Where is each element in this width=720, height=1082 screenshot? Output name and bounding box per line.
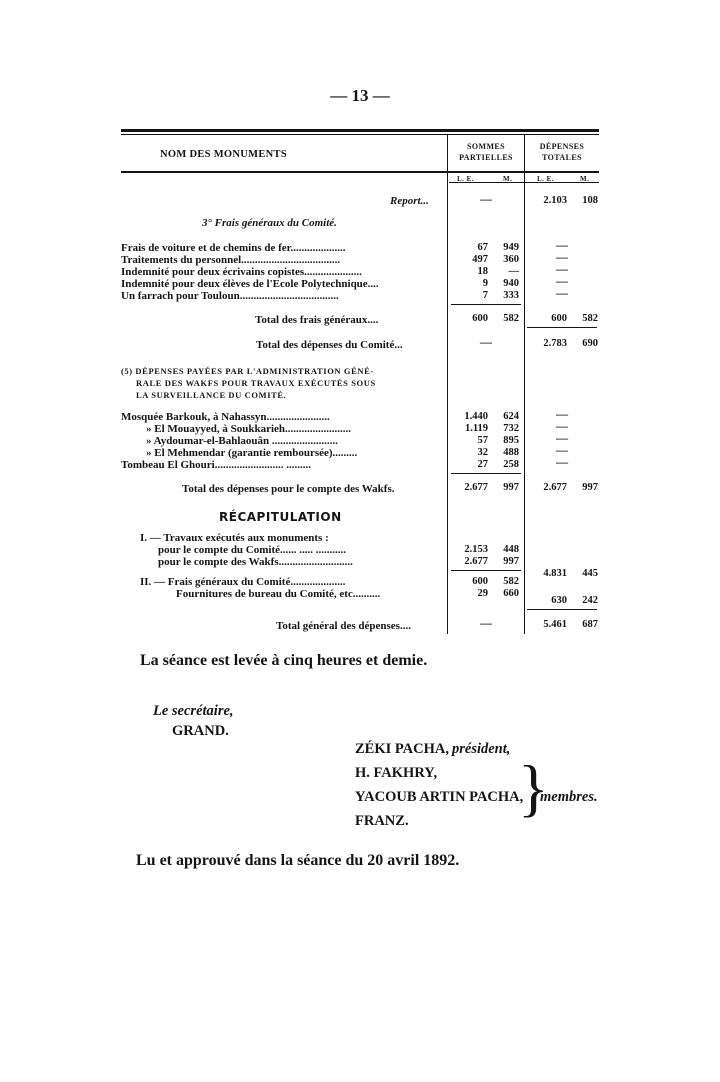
section5-title-3: LA SURVEILLANCE DU COMITÉ.: [136, 390, 287, 400]
committee-total-m: 690: [582, 338, 598, 349]
recap-i-row-2-label: pour le compte des Wakfs...........................: [158, 556, 353, 568]
recap-sum-i-m: 445: [582, 568, 598, 579]
page-number: — 13 —: [330, 86, 390, 105]
s3-row-2-label: Traitements du personnel....................................: [121, 254, 341, 266]
s5-row-3-label: » Aydoumar-el-Bahlaouân ........................: [146, 435, 338, 447]
s5-row-1-le: 1.440: [464, 411, 488, 422]
unit-m-partial: M.: [503, 175, 513, 183]
committee-total-partial: —: [480, 335, 492, 349]
section3-title: 3° Frais généraux du Comité.: [202, 217, 337, 229]
s3-row-5-total: —: [556, 286, 568, 300]
recap-i-row-1-le: 2.153: [464, 544, 488, 555]
s3-row-4-label: Indemnité pour deux élèves de l'Ecole Polytechnique....: [121, 278, 379, 290]
s5-total-total-le: 2.677: [543, 482, 567, 493]
recap-sum-i-le: 4.831: [543, 568, 567, 579]
recap-ii-row-2-le: 29: [477, 588, 488, 599]
grand-total-partial: —: [480, 616, 492, 630]
member-3: FRANZ.: [355, 813, 409, 829]
s5-row-5-le: 27: [477, 459, 488, 470]
s5-sum-rule: [451, 473, 521, 474]
s3-row-1-label: Frais de voiture et de chemins de fer....................: [121, 242, 346, 254]
header-name: NOM DES MONUMENTS: [159, 149, 288, 160]
recap-ii-row-1-le: 600: [472, 576, 488, 587]
report-total-le: 2.103: [543, 195, 567, 206]
s5-row-3-m: 895: [503, 435, 519, 446]
secretary-title: Le secrétaire,: [153, 703, 234, 719]
s5-row-5-label: Tombeau El Ghouri......................... .........: [121, 459, 311, 471]
s5-row-2-le: 1.119: [464, 423, 488, 434]
s3-row-5-le: 7: [482, 290, 488, 301]
s3-row-4-m: 940: [503, 278, 519, 289]
recap-sum-ii-m: 242: [582, 595, 598, 606]
s5-row-3-total: —: [556, 431, 568, 445]
header-total-1: DÉPENSES: [539, 142, 585, 151]
unit-le-partial: L. E.: [457, 175, 475, 183]
s3-row-1-le: 67: [477, 242, 488, 253]
s3-row-3-total: —: [556, 262, 568, 276]
s5-row-2-total: —: [556, 419, 568, 433]
recap-ii-row-1-m: 582: [503, 576, 519, 587]
grand-total-m: 687: [582, 619, 598, 630]
s5-row-1-label: Mosquée Barkouk, à Nahassyn.......................: [121, 411, 330, 423]
committee-total-le: 2.783: [543, 338, 567, 349]
recap-total-rule: [527, 609, 597, 610]
s5-row-4-total: —: [556, 443, 568, 457]
section5-title-2: RALE DES WAKFS POUR TRAVAUX EXÉCUTÉS SOUS: [136, 378, 376, 388]
s3-row-5-m: 333: [503, 290, 519, 301]
s3-total-m: 582: [503, 313, 519, 324]
s5-row-5-total: —: [556, 455, 568, 469]
s3-row-4-le: 9: [482, 278, 488, 289]
report-partial: —: [480, 192, 492, 206]
member-1: H. FAKHRY,: [355, 765, 438, 781]
table-top-rule-thin: [121, 134, 599, 135]
s3-row-3-label: Indemnité pour deux écrivains copistes.....................: [121, 266, 362, 278]
s5-total-label: Total des dépenses pour le compte des Wakfs.: [182, 483, 395, 495]
s5-total-le: 2.677: [464, 482, 488, 493]
s3-row-1-m: 949: [503, 242, 519, 253]
member-2: YACOUB ARTIN PACHA,: [355, 789, 524, 805]
recap-i-title: I. — Travaux exécutés aux monuments :: [140, 532, 329, 544]
recap-title: RÉCAPITULATION: [219, 510, 342, 524]
s3-row-2-total: —: [556, 250, 568, 264]
section5-title-1: (5) DÉPENSES PAYÉES PAR L'ADMINISTRATION GÉNÉ-: [121, 366, 374, 376]
s5-row-1-m: 624: [503, 411, 519, 422]
header-partial-1: SOMMES: [467, 142, 505, 151]
s3-row-3-m: —: [508, 266, 519, 277]
recap-sum-ii-le: 630: [551, 595, 567, 606]
s3-sum-rule: [451, 304, 521, 305]
table-top-rule: [121, 129, 599, 132]
s3-total-total-m: 582: [582, 313, 598, 324]
recap-ii-row-1-label: II. — Frais généraux du Comité....................: [140, 576, 346, 588]
recap-i-rule: [451, 570, 521, 571]
s3-row-2-le: 497: [472, 254, 488, 265]
s3-row-4-total: —: [556, 274, 568, 288]
recap-i-row-2-le: 2.677: [464, 556, 488, 567]
grand-total-le: 5.461: [543, 619, 567, 630]
s5-row-3-le: 57: [477, 435, 488, 446]
s5-total-total-m: 997: [582, 482, 598, 493]
recap-ii-row-2-label: Fournitures de bureau du Comité, etc..........: [176, 588, 381, 600]
header-total-2: TOTALES: [542, 153, 582, 162]
recap-i-row-1-label: pour le compte du Comité...... ..... ...........: [158, 544, 347, 556]
s3-total-le: 600: [472, 313, 488, 324]
column-divider-1: [447, 134, 448, 634]
s5-total-m: 997: [503, 482, 519, 493]
s5-row-4-le: 32: [477, 447, 488, 458]
s3-row-5-label: Un farrach pour Touloun....................................: [121, 290, 339, 302]
s3-row-3-le: 18: [477, 266, 488, 277]
members-title: membres.: [540, 789, 598, 805]
members-brace: }: [518, 752, 549, 823]
s5-row-4-m: 488: [503, 447, 519, 458]
s5-row-2-label: » El Mouayyed, à Soukkarieh........................: [146, 423, 352, 435]
secretary-name: GRAND.: [172, 723, 229, 739]
president-name: ZÉKI PACHA,: [355, 741, 449, 757]
unit-le-total: L. E.: [537, 175, 555, 183]
report-label: Report...: [390, 195, 429, 207]
s3-row-2-m: 360: [503, 254, 519, 265]
s5-row-1-total: —: [556, 407, 568, 421]
header-partial-2: PARTIELLES: [459, 153, 513, 162]
s3-row-1-total: —: [556, 238, 568, 252]
header-bottom-rule: [121, 171, 599, 173]
s3-total-label: Total des frais généraux....: [255, 314, 379, 326]
s5-row-2-m: 732: [503, 423, 519, 434]
unit-m-total: M.: [580, 175, 590, 183]
column-divider-2: [524, 134, 525, 634]
s5-row-4-label: » El Mehmendar (garantie remboursée).........: [146, 447, 358, 459]
recap-ii-row-2-m: 660: [503, 588, 519, 599]
grand-total-label: Total général des dépenses....: [276, 620, 411, 632]
recap-i-row-2-m: 997: [503, 556, 519, 567]
committee-total-label: Total des dépenses du Comité...: [256, 339, 403, 351]
s3-total-total-le: 600: [551, 313, 567, 324]
approval-line: Lu et approuvé dans la séance du 20 avril 1892.: [136, 852, 460, 869]
president-title: président,: [452, 741, 511, 757]
s3-total-rule: [527, 327, 597, 328]
report-total-m: 108: [582, 195, 598, 206]
recap-i-row-1-m: 448: [503, 544, 519, 555]
seance-closed: La séance est levée à cinq heures et demie.: [140, 652, 428, 669]
s5-row-5-m: 258: [503, 459, 519, 470]
